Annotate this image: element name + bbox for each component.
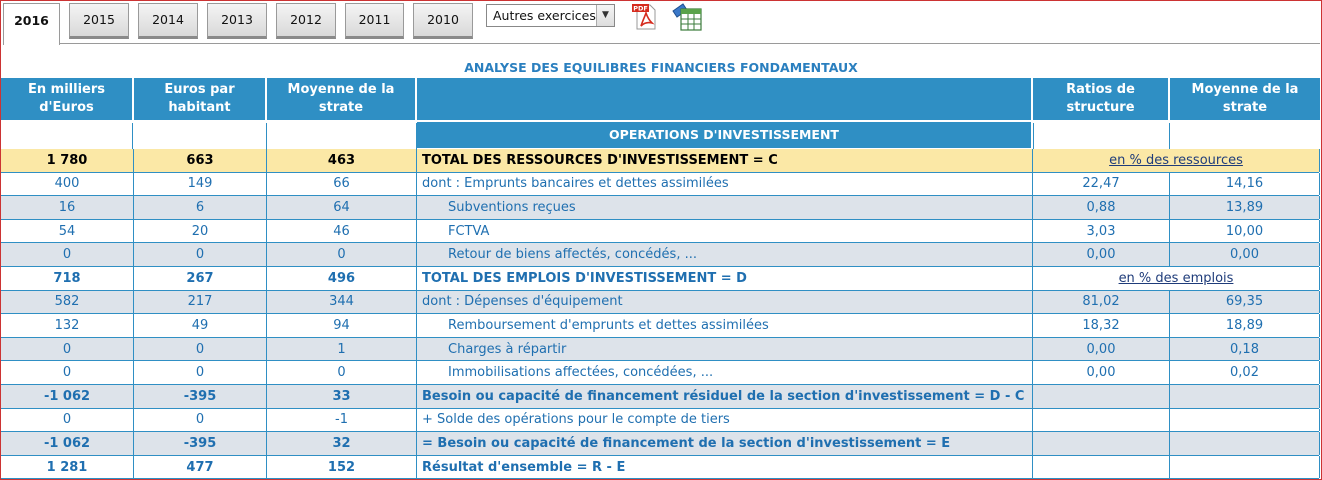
table-row bbox=[1, 243, 1319, 267]
value-moyenne-strate-text: 0 bbox=[337, 247, 346, 263]
row-label-text: dont : Emprunts bancaires et dettes assimilées bbox=[422, 176, 729, 192]
value-ratio-structure bbox=[1033, 220, 1170, 243]
table-row bbox=[1, 220, 1319, 244]
value-ratio-moyenne-text: 0,00 bbox=[1230, 247, 1259, 263]
table-row bbox=[1, 409, 1319, 433]
value-ratio-structure bbox=[1033, 243, 1170, 266]
value-moyenne-strate bbox=[267, 361, 417, 384]
table-row bbox=[1, 385, 1319, 409]
value-euros-habitant bbox=[134, 314, 267, 337]
value-milliers-euros-text: 582 bbox=[54, 294, 80, 310]
tab-2016[interactable]: 2016 bbox=[3, 3, 60, 45]
value-ratio-moyenne-text: 10,00 bbox=[1225, 223, 1264, 239]
row-label-text: Subventions reçues bbox=[448, 199, 576, 215]
value-ratio-moyenne-text: 0,18 bbox=[1230, 341, 1259, 357]
value-moyenne-strate bbox=[267, 291, 417, 314]
value-euros-habitant-text: 663 bbox=[186, 152, 214, 168]
value-euros-habitant-text: 0 bbox=[195, 365, 205, 381]
row-label-text: Immobilisations affectées, concédées, ... bbox=[448, 365, 714, 381]
row-label-text: = Besoin ou capacité de financement de la section d'investissement = E bbox=[422, 435, 951, 451]
value-milliers-euros bbox=[1, 432, 134, 455]
value-moyenne-strate bbox=[267, 173, 417, 196]
value-milliers-euros bbox=[1, 291, 134, 314]
value-milliers-euros-text: 132 bbox=[54, 317, 80, 333]
value-euros-habitant-text: 267 bbox=[186, 270, 214, 286]
value-ratio-structure-text: 18,32 bbox=[1082, 317, 1120, 333]
row-label bbox=[417, 291, 1033, 314]
value-euros-habitant-text: 0 bbox=[195, 412, 205, 428]
value-moyenne-strate bbox=[267, 243, 417, 266]
value-milliers-euros bbox=[1, 267, 134, 290]
value-moyenne-strate-text: 344 bbox=[329, 294, 354, 310]
svg-text:PDF: PDF bbox=[633, 4, 648, 13]
value-milliers-euros bbox=[1, 149, 134, 172]
value-euros-habitant bbox=[134, 267, 267, 290]
row-label-text: FCTVA bbox=[448, 223, 490, 239]
row-label-text: Charges à répartir bbox=[448, 341, 567, 357]
tab-2012[interactable]: 2012 bbox=[276, 3, 336, 39]
select-value: Autres exercices bbox=[493, 8, 596, 23]
tab-2010[interactable]: 2010 bbox=[413, 3, 473, 39]
value-ratio-structure bbox=[1033, 173, 1170, 196]
value-ratio-moyenne bbox=[1170, 220, 1320, 243]
value-ratio-moyenne bbox=[1170, 196, 1320, 219]
table-row bbox=[1, 338, 1319, 362]
value-ratio-moyenne-text: 13,89 bbox=[1225, 199, 1264, 215]
value-euros-habitant bbox=[134, 456, 267, 479]
page-title: ANALYSE DES EQUILIBRES FINANCIERS FONDAMENTAUX bbox=[464, 60, 858, 75]
value-ratio-structure-text: 22,47 bbox=[1082, 176, 1120, 192]
value-ratio-moyenne bbox=[1170, 173, 1320, 196]
value-euros-habitant-text: 149 bbox=[187, 176, 213, 192]
value-ratio-structure-text: 0,00 bbox=[1086, 341, 1116, 357]
value-moyenne-strate-text: 64 bbox=[333, 199, 350, 215]
value-ratio-moyenne bbox=[1170, 291, 1320, 314]
value-ratio-structure bbox=[1033, 361, 1170, 384]
value-ratio-moyenne bbox=[1170, 432, 1320, 455]
value-ratio-moyenne-text: 69,35 bbox=[1225, 294, 1264, 310]
header-ratios-structure: Ratios de structure bbox=[1033, 78, 1168, 120]
value-euros-habitant-text: 20 bbox=[191, 223, 209, 239]
row-label bbox=[417, 243, 1033, 266]
value-ratio-structure[interactable] bbox=[1033, 267, 1320, 290]
value-euros-habitant bbox=[134, 220, 267, 243]
value-euros-habitant bbox=[134, 385, 267, 408]
value-moyenne-strate-text: 152 bbox=[327, 459, 356, 475]
value-milliers-euros-text: 1 780 bbox=[46, 152, 88, 168]
value-ratio-structure-text[interactable]: en % des emplois bbox=[1118, 270, 1234, 286]
value-milliers-euros-text: 0 bbox=[62, 247, 72, 263]
table-row bbox=[1, 291, 1319, 315]
value-ratio-structure bbox=[1033, 409, 1170, 432]
tab-2011[interactable]: 2011 bbox=[345, 3, 404, 39]
value-moyenne-strate-text: 94 bbox=[333, 317, 350, 333]
value-ratio-structure bbox=[1033, 432, 1170, 455]
value-euros-habitant-text: 477 bbox=[186, 459, 214, 475]
value-milliers-euros bbox=[1, 220, 134, 243]
value-euros-habitant bbox=[134, 243, 267, 266]
row-label bbox=[417, 149, 1033, 172]
value-euros-habitant bbox=[134, 338, 267, 361]
row-label bbox=[417, 220, 1033, 243]
row-label bbox=[417, 267, 1033, 290]
row-label bbox=[417, 409, 1033, 432]
value-milliers-euros-text: -1 062 bbox=[43, 388, 91, 404]
value-ratio-structure-text: 3,03 bbox=[1086, 223, 1116, 239]
value-moyenne-strate bbox=[267, 149, 417, 172]
table-row bbox=[1, 173, 1319, 197]
value-ratio-structure[interactable] bbox=[1033, 149, 1320, 172]
value-euros-habitant-text: 49 bbox=[191, 317, 209, 333]
value-euros-habitant bbox=[134, 361, 267, 384]
section-title: OPERATIONS D'INVESTISSEMENT bbox=[417, 122, 1031, 148]
table-row bbox=[1, 456, 1319, 480]
value-euros-habitant bbox=[134, 432, 267, 455]
value-milliers-euros-text: 16 bbox=[58, 199, 76, 215]
value-moyenne-strate-text: 33 bbox=[332, 388, 351, 404]
table-row bbox=[1, 149, 1319, 173]
value-ratio-structure bbox=[1033, 338, 1170, 361]
value-ratio-structure bbox=[1033, 385, 1170, 408]
value-milliers-euros bbox=[1, 385, 134, 408]
value-moyenne-strate-text: 463 bbox=[327, 152, 356, 168]
value-ratio-moyenne bbox=[1170, 456, 1320, 479]
row-label bbox=[417, 361, 1033, 384]
value-euros-habitant bbox=[134, 409, 267, 432]
section-row bbox=[1, 122, 1320, 149]
value-moyenne-strate bbox=[267, 385, 417, 408]
value-milliers-euros-text: -1 062 bbox=[43, 435, 91, 451]
value-milliers-euros bbox=[1, 409, 134, 432]
value-moyenne-strate-text: 66 bbox=[333, 176, 350, 192]
value-moyenne-strate-text: 0 bbox=[337, 365, 346, 381]
value-ratio-structure-text[interactable]: en % des ressources bbox=[1109, 152, 1243, 168]
row-label bbox=[417, 456, 1033, 479]
value-moyenne-strate bbox=[267, 409, 417, 432]
value-milliers-euros bbox=[1, 243, 134, 266]
section-empty-cell bbox=[1033, 123, 1170, 149]
value-moyenne-strate-text: 496 bbox=[327, 270, 356, 286]
value-ratio-structure-text: 0,00 bbox=[1086, 247, 1116, 263]
value-ratio-structure-text: 0,00 bbox=[1086, 365, 1116, 381]
value-ratio-moyenne bbox=[1170, 385, 1320, 408]
other-years-select[interactable] bbox=[486, 4, 615, 27]
value-moyenne-strate-text: 1 bbox=[337, 341, 346, 357]
section-empty-cell bbox=[134, 123, 267, 149]
value-milliers-euros bbox=[1, 338, 134, 361]
value-moyenne-strate bbox=[267, 338, 417, 361]
value-milliers-euros-text: 0 bbox=[62, 365, 72, 381]
value-euros-habitant bbox=[134, 173, 267, 196]
header-moyenne-strate-ratios: Moyenne de la strate bbox=[1170, 78, 1320, 120]
table-row bbox=[1, 361, 1319, 385]
value-moyenne-strate bbox=[267, 220, 417, 243]
row-label-text: Retour de biens affectés, concédés, ... bbox=[448, 247, 697, 263]
value-moyenne-strate bbox=[267, 432, 417, 455]
tab-2013[interactable]: 2013 bbox=[207, 3, 267, 39]
row-label bbox=[417, 173, 1033, 196]
value-euros-habitant-text: 0 bbox=[195, 247, 205, 263]
value-ratio-structure-text: 81,02 bbox=[1082, 294, 1120, 310]
value-euros-habitant bbox=[134, 196, 267, 219]
value-milliers-euros bbox=[1, 173, 134, 196]
row-label-text: dont : Dépenses d'équipement bbox=[422, 294, 623, 310]
value-moyenne-strate-text: -1 bbox=[335, 412, 348, 428]
value-moyenne-strate bbox=[267, 196, 417, 219]
table-row bbox=[1, 314, 1319, 338]
header-moyenne-strate: Moyenne de la strate bbox=[267, 78, 415, 120]
value-euros-habitant-text: -395 bbox=[183, 388, 217, 404]
table-row bbox=[1, 267, 1319, 291]
year-tabs bbox=[0, 0, 1322, 44]
value-ratio-moyenne bbox=[1170, 314, 1320, 337]
value-ratio-structure bbox=[1033, 291, 1170, 314]
value-ratio-moyenne-text: 0,02 bbox=[1230, 365, 1259, 381]
value-ratio-structure bbox=[1033, 456, 1170, 479]
value-euros-habitant bbox=[134, 291, 267, 314]
row-label bbox=[417, 314, 1033, 337]
tab-2015[interactable]: 2015 bbox=[69, 3, 129, 39]
pdf-icon[interactable] bbox=[631, 2, 659, 31]
row-label bbox=[417, 196, 1033, 219]
value-milliers-euros-text: 718 bbox=[53, 270, 81, 286]
table-row bbox=[1, 432, 1319, 456]
value-milliers-euros-text: 1 281 bbox=[46, 459, 88, 475]
tab-2014[interactable]: 2014 bbox=[138, 3, 198, 39]
row-label bbox=[417, 432, 1033, 455]
value-euros-habitant-text: 0 bbox=[195, 341, 205, 357]
spreadsheet-export-icon[interactable] bbox=[671, 1, 703, 32]
value-milliers-euros bbox=[1, 361, 134, 384]
value-ratio-structure-text: 0,88 bbox=[1086, 199, 1116, 215]
tab-divider bbox=[60, 43, 1320, 44]
row-label-text: TOTAL DES EMPLOIS D'INVESTISSEMENT = D bbox=[422, 270, 747, 286]
value-ratio-moyenne bbox=[1170, 243, 1320, 266]
row-label bbox=[417, 338, 1033, 361]
value-milliers-euros-text: 0 bbox=[62, 412, 72, 428]
value-moyenne-strate bbox=[267, 267, 417, 290]
value-milliers-euros bbox=[1, 456, 134, 479]
value-milliers-euros bbox=[1, 196, 134, 219]
value-ratio-moyenne-text: 18,89 bbox=[1225, 317, 1264, 333]
row-label bbox=[417, 385, 1033, 408]
value-moyenne-strate-text: 46 bbox=[333, 223, 350, 239]
value-moyenne-strate bbox=[267, 456, 417, 479]
chevron-down-icon[interactable]: ▼ bbox=[596, 5, 614, 26]
value-ratio-moyenne bbox=[1170, 361, 1320, 384]
header-milliers-euros: En milliers d'Euros bbox=[1, 78, 132, 120]
row-label-text: TOTAL DES RESSOURCES D'INVESTISSEMENT = C bbox=[422, 152, 778, 168]
value-moyenne-strate bbox=[267, 314, 417, 337]
header-euros-habitant: Euros par habitant bbox=[134, 78, 265, 120]
section-empty-cell bbox=[267, 123, 417, 149]
row-label-text: Remboursement d'emprunts et dettes assimilées bbox=[448, 317, 769, 333]
value-milliers-euros-text: 54 bbox=[58, 223, 76, 239]
value-moyenne-strate-text: 32 bbox=[332, 435, 351, 451]
value-ratio-structure bbox=[1033, 314, 1170, 337]
row-label-text: + Solde des opérations pour le compte de tiers bbox=[422, 412, 730, 428]
value-milliers-euros bbox=[1, 314, 134, 337]
value-milliers-euros-text: 400 bbox=[54, 176, 80, 192]
value-ratio-moyenne bbox=[1170, 338, 1320, 361]
row-label-text: Résultat d'ensemble = R - E bbox=[422, 459, 626, 475]
value-euros-habitant bbox=[134, 149, 267, 172]
value-milliers-euros-text: 0 bbox=[62, 341, 72, 357]
value-ratio-moyenne-text: 14,16 bbox=[1225, 176, 1264, 192]
row-label-text: Besoin ou capacité de financement résiduel de la section d'investissement = D - C bbox=[422, 388, 1025, 404]
value-ratio-moyenne bbox=[1170, 409, 1320, 432]
header-label-column bbox=[417, 78, 1031, 120]
value-euros-habitant-text: 6 bbox=[195, 199, 205, 215]
table-row bbox=[1, 196, 1319, 220]
value-euros-habitant-text: -395 bbox=[183, 435, 217, 451]
section-empty-cell bbox=[1, 123, 133, 149]
value-euros-habitant-text: 217 bbox=[187, 294, 213, 310]
value-ratio-structure bbox=[1033, 196, 1170, 219]
